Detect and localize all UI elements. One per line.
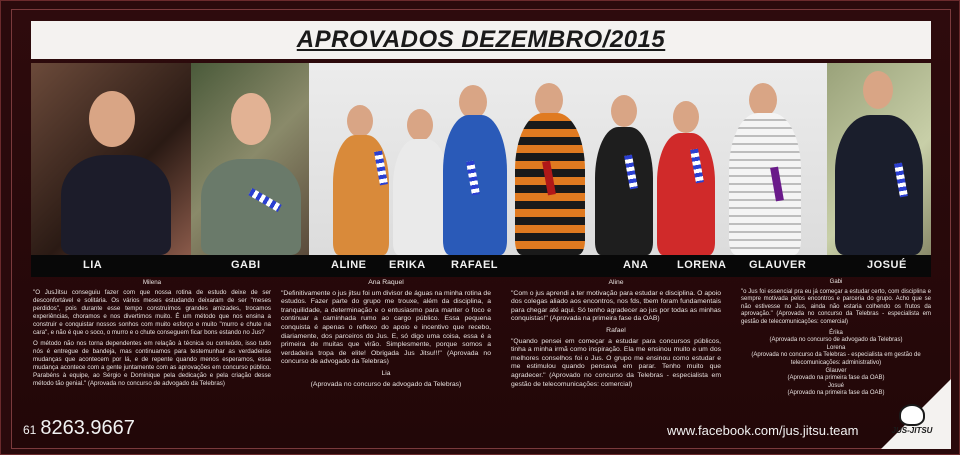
page-title: APROVADOS DEZEMBRO/2015 bbox=[296, 26, 666, 53]
name-label: RAFAEL bbox=[451, 259, 498, 271]
logo-wordmark: JUS-JITSU bbox=[891, 425, 933, 435]
footer bbox=[11, 409, 951, 449]
testimonial-author: Milena bbox=[142, 279, 162, 286]
testimonial-author: Aline bbox=[608, 279, 624, 286]
testimonial-text: (Aprovado na primeira fase da OAB) bbox=[787, 390, 885, 397]
jus-jitsu-logo bbox=[881, 399, 943, 439]
testimonial-author: Lia bbox=[381, 369, 391, 377]
testimonial-text: (Aprovada no concurso da Telebras - especialista em gestão de telecomunicações: administrativo) bbox=[751, 352, 921, 366]
testimonial-text: (Aprovada no concurso de advogado da Telebras) bbox=[310, 380, 462, 388]
testimonial-author: Josué bbox=[827, 382, 844, 389]
names-bar bbox=[31, 255, 931, 277]
phone-area-code: 61 bbox=[23, 423, 37, 437]
testimonial-text: "Com o jus aprendi a ter motivação para estudar e disciplina. O apoio dos colegas aliado aos encontros, nos fds, tbem foram fundamentais para chegar até aqui. Só tenho agradecer ao jus por todas as minhas conquistas!" (Aprovada na primeira fase da OAB) bbox=[511, 289, 721, 323]
photo-josue bbox=[827, 63, 931, 255]
photo-group bbox=[309, 63, 827, 255]
testimonial-column bbox=[511, 279, 721, 392]
testimonial-text: O método não nos torna dependentes em relação à técnica ou conteúdo, isso tudo nós é entregue de bandeja, mas continuamos para testemunhar as verdadeiras mudanças que acontecem por lá, e de repente quando menos esperamos, essa mudança acontece com a gente juntamente com as aprovações em concurso público. Parabéns à equipe, ao Sérgio e Dominique pela dedicação e pela criação desse método tão genial." (Aprovada no concurso de advogado da Telebras) bbox=[33, 340, 271, 387]
testimonial-author: Lorena bbox=[826, 344, 846, 351]
testimonial-text: (Aprovada no concurso de advogado da Telebras) bbox=[769, 337, 903, 344]
name-label: ERIKA bbox=[389, 259, 426, 271]
testimonial-column bbox=[281, 279, 491, 391]
testimonial-text: (Aprovado na primeira fase da OAB) bbox=[787, 375, 885, 382]
photo-strip bbox=[31, 63, 931, 255]
name-label: LORENA bbox=[677, 259, 727, 271]
testimonial-column bbox=[33, 279, 271, 391]
facebook-link[interactable]: www.facebook.com/jus.jitsu.team bbox=[667, 423, 859, 438]
testimonial-text: "Definitivamente o jus jitsu foi um divisor de águas na minha rotina de estudos. Fazer parte do grupo me trouxe, além da disciplina, a tranquilidade, a determinação e o entusiasmo para manter o foco e continuar a caminhada rumo ao cargo público. Essa pequena conquista é apenas o reflexo do apoio e incentivo que recebo, diariamente, dos parceiros do Jus. E, só digo uma coisa, essa é a primeira de muitas que virão. Simplesmente, porque somos a verdadeira tropa de elite! Obrigada Jus Jitsu!!!" (Aprovada no concurso de advogado da Telebras) bbox=[281, 289, 491, 366]
testimonial-text: "O JusJitsu conseguiu fazer com que nossa rotina de estudo deixe de ser desconfortável e solitária. Os vários meses estudando deixaram de ser "meses perdidos", pois durante esse tempo construímos grandes amizades, trocamos experiências, choramos e nos divertimos muito. É um método que nos ensina a construir e conquistar nossos sonhos com muito esforço e muito "murro e chute na cara", e não é que o soco, o murro e o chute conseguem ficar bons estando no Jus? bbox=[33, 289, 271, 336]
testimonial-author: Glauver bbox=[825, 367, 847, 374]
phone-number[interactable] bbox=[23, 417, 135, 440]
photo-lia bbox=[31, 63, 191, 255]
shield-icon bbox=[899, 404, 925, 426]
testimonials bbox=[21, 279, 941, 409]
testimonial-text: "Quando pensei em começar a estudar para concursos públicos, tinha a minha irmã como inspiração. Ela me ensinou muito e um dos melhores conselhos foi o Jus. O grupo me ensinou como estudar e me estimulou quando pensava em parar. Tenho muito que agradecer." (Aprovado no concurso da Telebras - especialista em gestão de telecomunicações: comercial) bbox=[511, 337, 721, 388]
name-label: JOSUÉ bbox=[867, 259, 907, 271]
name-label: ANA bbox=[623, 259, 649, 271]
name-label: GABI bbox=[231, 259, 261, 271]
name-label: LIA bbox=[83, 259, 103, 271]
phone-digits: 8263.9667 bbox=[40, 417, 135, 439]
photo-gabi bbox=[191, 63, 309, 255]
testimonial-author: Gabi bbox=[829, 279, 843, 285]
name-label: GLAUVER bbox=[749, 259, 807, 271]
title-banner bbox=[31, 21, 931, 59]
testimonial-author: Ana Raquel bbox=[368, 279, 404, 286]
testimonial-author: Érika bbox=[829, 329, 843, 336]
testimonial-author: Rafael bbox=[606, 326, 626, 334]
name-label: ALINE bbox=[331, 259, 367, 271]
testimonial-text: "o Jus foi essencial pra eu já começar a estudar certo, com disciplina e sempre motivada pelos encontros e parceria do grupo. Acho que se não estivesse no Jus, ainda não estaria colhendo os frutos da aprovação." (Aprovada no concurso da Telebras - especialista em gestão de telecomunicações: comercial) bbox=[741, 288, 931, 325]
